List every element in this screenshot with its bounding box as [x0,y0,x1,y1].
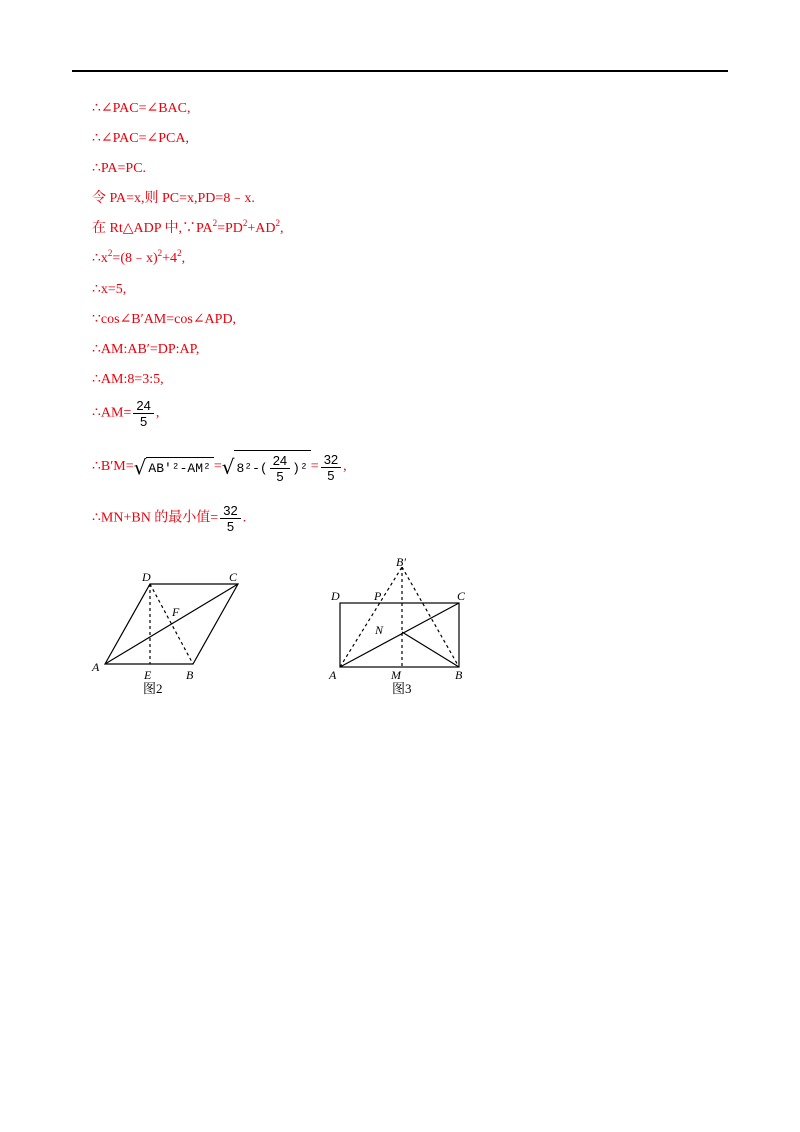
radicand-2-part-b: )² [292,460,308,476]
label-b: B [455,668,463,682]
line6-part-c: +4 [162,251,178,266]
fraction-denominator: 5 [226,519,235,534]
fraction-numerator: 32 [321,452,341,468]
equals-1: = [213,459,222,475]
line12-part-b: , [343,459,347,475]
solution-line-2: ∴∠PAC=∠PCA, [92,131,189,146]
segment-nb [402,632,459,667]
line12-part-a: ∴B′M= [92,459,134,475]
square-root-2 [222,450,311,484]
label-b: B [186,668,194,682]
figure-3 [320,548,480,698]
fraction-denominator: 5 [327,467,335,483]
exponent: 2 [107,248,113,258]
solution-line-3: ∴PA=PC. [92,161,147,176]
fraction-numerator: 24 [270,453,290,469]
square-root-1 [134,457,214,478]
exponent: 2 [275,218,281,228]
solution-line-13 [92,503,246,534]
exponent: 2 [157,248,163,258]
solution-line-6 [92,250,185,268]
solution-line-10: ∴AM:8=3:5, [92,372,164,387]
line5-part-a: 在 Rt△ADP 中,∵PA [92,221,213,236]
solution-line-5 [92,220,284,238]
line6-part-b: =(8﹣x) [112,251,158,266]
figure-3-lines [340,567,459,667]
diagonal-ac [105,584,238,664]
fraction-24-5 [133,398,153,429]
label-d: D [142,570,151,584]
label-f: F [172,605,180,619]
line5-part-b: =PD [217,221,243,236]
line11-part-a: ∴AM= [92,405,132,421]
label-e: E [144,668,152,682]
label-c: C [229,570,238,584]
radicand-1: AB′²-AM² [146,457,213,478]
line13-part-a: ∴MN+BN 的最小值= [92,510,219,526]
label-n: N [375,623,384,637]
solution-line-1: ∴∠PAC=∠BAC, [92,101,191,116]
line5-part-c: +AD [247,221,276,236]
line6-part-d: , [181,251,186,266]
line5-part-d: , [280,221,284,236]
fraction-32-5 [220,503,240,534]
solution-line-4: 令 PA=x,则 PC=x,PD=8﹣x. [92,191,255,206]
equals-2: = [310,459,319,475]
figure-2-caption: 图2 [143,681,163,696]
solution-line-8: ∵cos∠B′AM=cos∠APD, [92,312,237,327]
radicand-2 [234,450,310,484]
segment-bpb [402,567,459,667]
radicand-2-part-a: 8²-( [236,460,268,476]
exponent: 2 [212,218,218,228]
label-a: A [92,660,100,674]
solution-line-12 [92,450,347,484]
fraction-numerator: 24 [133,398,153,414]
fraction-24-5 [270,453,290,484]
line13-part-b: . [242,510,247,526]
label-c: C [457,589,466,603]
solution-line-7: ∴x=5, [92,282,127,297]
exponent: 2 [242,218,248,228]
label-p: P [374,589,382,603]
figure-3-caption: 图3 [392,681,412,696]
solution-line-9: ∴AM:AB′=DP:AP, [92,342,200,357]
figure-2-lines [105,584,238,664]
fraction-denominator: 5 [276,469,284,484]
exponent: 2 [177,248,182,258]
segment-abp [340,567,402,667]
figure-2 [85,565,260,700]
solution-line-11 [92,398,159,429]
label-d: D [331,589,340,603]
line11-part-b: , [155,405,160,421]
fraction-numerator: 32 [220,503,240,519]
radical-sign: √ [133,455,147,479]
label-m: M [391,668,401,682]
label-b-prime: B′ [396,555,406,569]
fraction-denominator: 5 [139,414,148,429]
label-a: A [329,668,337,682]
fraction-32-5 [321,452,341,483]
radical-sign: √ [221,455,235,479]
line6-part-a: ∴x [92,251,108,266]
header-rule [72,70,728,72]
